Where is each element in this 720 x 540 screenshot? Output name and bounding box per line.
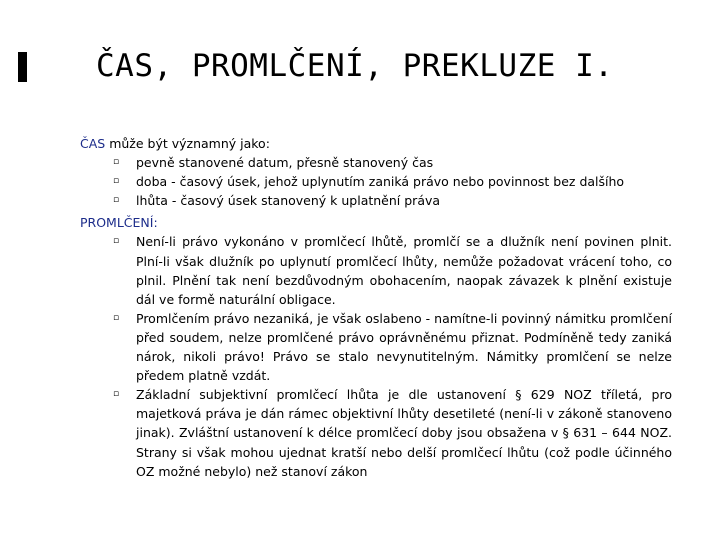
list-item [80, 232, 672, 308]
square-bullet-icon: ▫ [113, 389, 120, 400]
list-item-text: Základní subjektivní promlčecí lhůta je dle ustanovení § 629 NOZ tříletá, pro majetková práva je dán rámec objektivní lhůty desetileté (není-li v zákoně stanoveno jinak). Zvláštní ustanovení k délce promlčecí doby jsou obsažena v § 631 – 644 NOZ. Strany si však mohou ujednat kratší nebo delší promlčecí lhůtu (což podle účinného OZ možné nebylo) než stanoví zákon [136, 387, 672, 479]
list-item-text: pevně stanovené datum, přesně stanovený čas [136, 155, 434, 171]
list-item [80, 172, 672, 191]
list-item-text: doba - časový úsek, jehož uplynutím zaniká právo nebo povinnost bez dalšího [136, 174, 625, 190]
slide-title: ČAS, PROMLČENÍ, PREKLUZE I. [96, 48, 614, 84]
promlceni-list [80, 232, 672, 480]
square-bullet-icon: ▫ [113, 195, 120, 206]
square-bullet-icon: ▫ [113, 157, 120, 168]
list-item [80, 385, 672, 480]
list-item-text: Není-li právo vykonáno v promlčecí lhůtě, promlčí se a dlužník není povinen plnit. Plní-li však dlužník po uplynutí promlčecí lhůty, nemůže požadovat vrácení toho, co plnil. Plnění tak není bezdůvodným obohacením, naopak závazek k plnění existuje dál ve formě naturální obligace. [136, 234, 672, 307]
square-bullet-icon: ▫ [113, 176, 120, 187]
promlceni-keyword: PROMLČENÍ: [80, 215, 158, 231]
list-item-text: Promlčením právo nezaniká, je však oslabeno - namítne-li povinný námitku promlčení před soudem, nelze promlčené právo oprávněnému přiznat. Podmíněně tedy zaniká nárok, nikoli právo! Právo se stalo nevynutitelným. Námitky promlčení se nelze předem platně vzdát. [136, 310, 672, 384]
cas-intro: může být významný jako: [105, 136, 270, 151]
list-item [80, 191, 672, 210]
title-accent-bar [18, 52, 27, 82]
list-item [80, 153, 672, 172]
list-item-text: lhůta - časový úsek stanovený k uplatnění práva [136, 193, 441, 209]
section-promlceni-heading [80, 213, 672, 232]
cas-keyword: ČAS [80, 136, 106, 151]
section-cas-heading [80, 134, 672, 153]
list-item [80, 309, 672, 385]
square-bullet-icon: ▫ [113, 236, 120, 247]
square-bullet-icon: ▫ [113, 312, 120, 323]
slide-body [80, 134, 672, 481]
cas-list [80, 153, 672, 210]
